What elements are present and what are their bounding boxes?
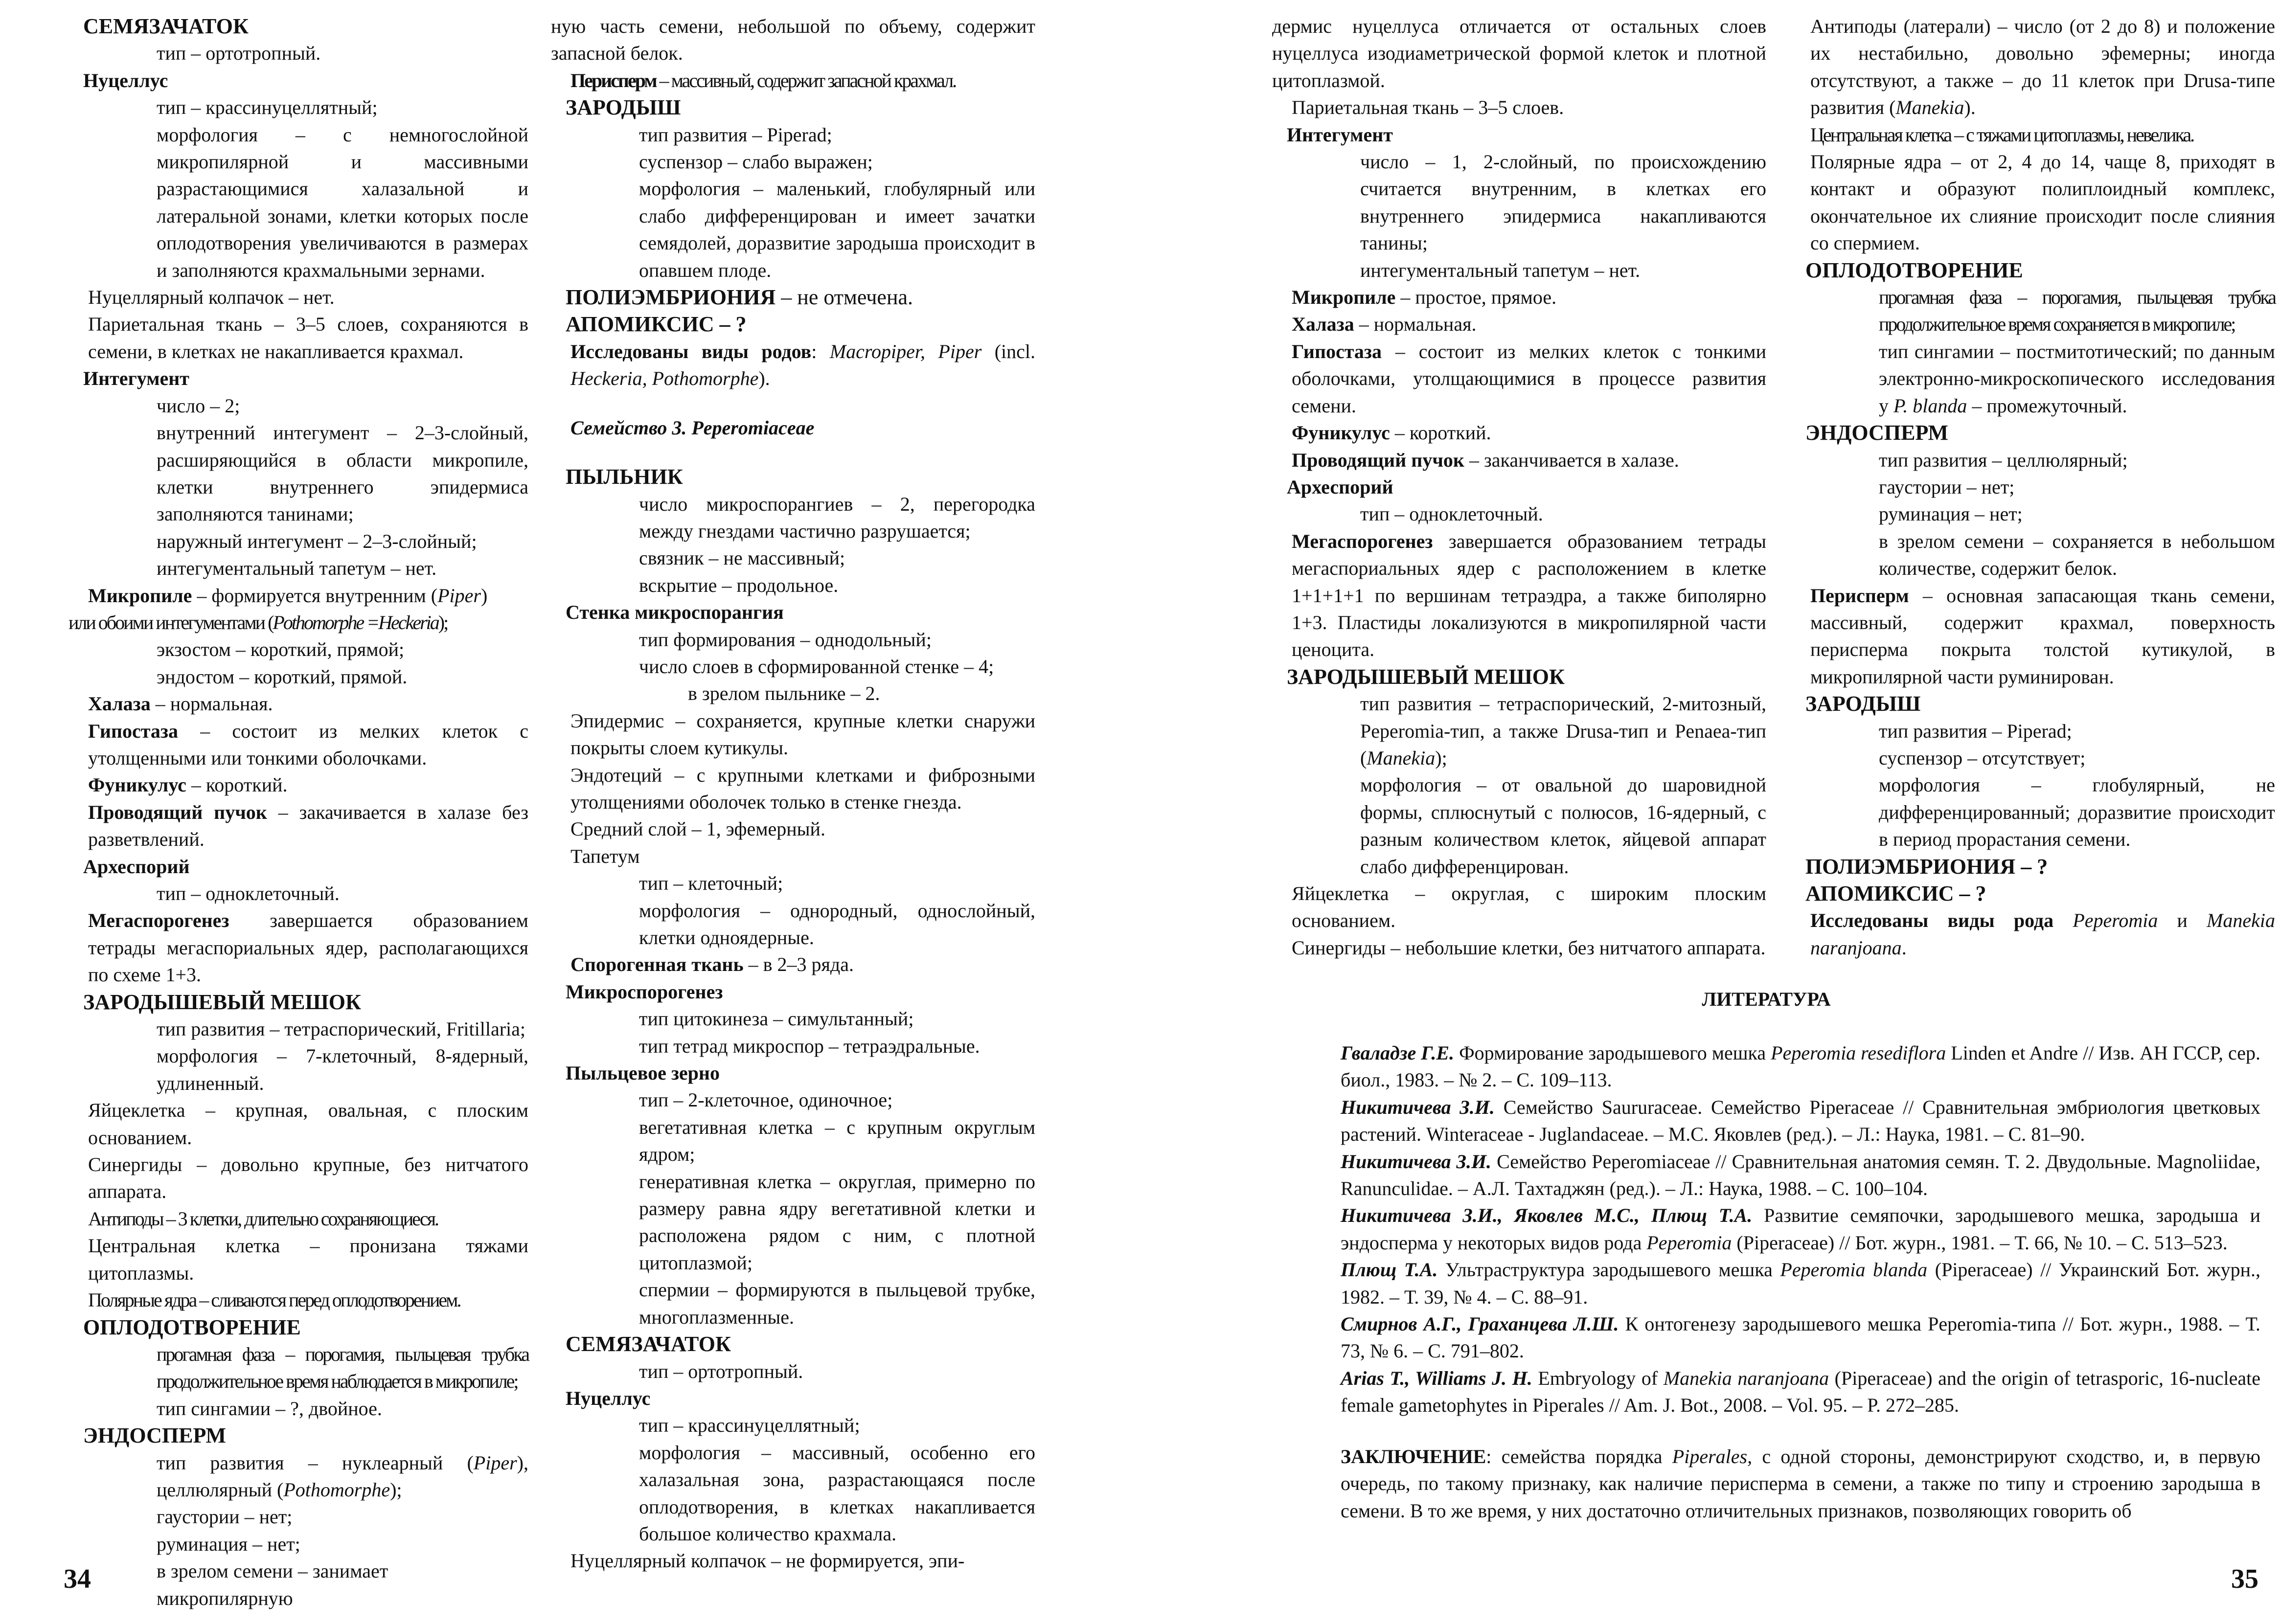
paragraph: внутренний интегумент – 2–3-слойный, расширяющийся в области микропиле, клетки внутреннего эпидермиса заполняются танинами; [157,422,528,525]
heading-ovule: СЕМЯЗАЧАТОК [566,1332,731,1356]
vascular-bundle-paragraph: Проводящий пучок – закачивается в халазе без разветвлений. [88,801,528,851]
heading-ovule: СЕМЯЗАЧАТОК [83,14,249,38]
text-line: тип – одноклеточный. [1360,503,1543,525]
paragraph: число микроспорангиев – 2, перегородка между гнездами частично разрушается; [639,493,1035,542]
paragraph: Синергиды – довольно крупные, без нитчатого аппарата. [88,1153,528,1203]
text-line: число слоев в сформированной стенке – 4; [639,655,994,677]
text-line: связник – не массивный; [639,547,845,569]
page34-column2 [551,13,1035,1572]
embryo-sac-type-paragraph: тип развития – тетраспорический, 2-митозный, Peperomia-тип, а также Drusa-тип и Penaea-тип (Manekia); [1360,693,1766,769]
text-line: число – 2; [157,394,240,417]
micropyle-line-2: или обоими интегументами (Pothomorphe =Heckeria); [68,611,448,633]
paragraph: дермис нуцеллуса отличается от остальных слоев нуцеллуса изодиаметрической формой клеток и плотной цитоплазмой. [1272,15,1766,91]
text-line: гаустории – нет; [157,1506,293,1528]
page-number-right: 35 [2231,1564,2258,1594]
micropyle-line: Микропиле – простое, прямое. [1292,286,1557,309]
text-line: тип развития – Piperad; [1879,720,2072,742]
paragraph: ную часть семени, небольшой по объему, содержит запасной белок. [551,15,1035,65]
text-line: наружный интегумент – 2–3-слойный; [157,530,477,552]
paragraph: Центральная клетка – пронизана тяжами цитоплазмы. [88,1235,528,1284]
spacer [551,441,1035,463]
text-line: Средний слой – 1, эфемерный. [570,818,825,840]
reference-item: Никитичева З.И. Семейство Peperomiaceae // Сравнительная анатомия семян. Т. 2. Двудольные. Magnoliidae, Ranunculidae. – А.Л. Тахтаджян (ред.). – Л.: Наука, 1988. – С. 100–104. [1341,1150,2260,1200]
paragraph: морфология – с немногослойной микропилярной и массивными разрастающимися халазальной и латеральной зонами, клетки которых после оплодотворения увеличиваются в размерах и заполняются крахмальными зернами. [157,123,528,281]
subheading-microsporogenesis: Микроспорогенез [566,980,723,1003]
heading-embryo: ЗАРОДЫШ [1805,692,1921,716]
perisperm-line: Перисперм – массивный, содержит запасной крахмал. [570,69,956,91]
text-line: интегументальный тапетум – нет. [1360,259,1641,281]
syngamy-paragraph: тип сингамии – постмитотический; по данным электронно-микроскопического исследования у P. blanda – промежуточный. [1879,340,2275,417]
sporogenous-tissue-line: Спорогенная ткань – в 2–3 ряда. [570,953,854,976]
polyembryony-line: ПОЛИЭМБРИОНИЯ – ? [1805,854,2048,879]
paragraph: Нуцеллярный колпачок – нет. [88,286,335,309]
subheading-microsporangium-wall: Стенка микроспорангия [566,601,784,624]
text-line: эндостом – короткий, прямой. [157,665,408,688]
text-line: Париетальная ткань – 3–5 слоев. [1292,96,1564,119]
text-line: тип – клеточный; [639,872,783,895]
family-heading: Семейство 3. Peperomiaceae [570,416,815,439]
heading-embryo-sac: ЗАРОДЫШЕВЫЙ МЕШОК [83,990,361,1014]
paragraph: морфология – от овальной до шаровидной формы, сплюснутый с полюсов, 16-ядерный, с разным количеством клеток, яйцевой аппарат слабо дифференцирован. [1360,774,1766,878]
text-line: интегументальный тапетум – нет. [157,557,437,580]
text-line: экзостом – короткий, прямой; [157,638,405,661]
paragraph: спермии – формируются в пыльцевой трубке, многоплазменные. [639,1279,1035,1328]
paragraph: Полярные ядра – сливаются перед оплодотворением. [88,1289,460,1311]
paragraph: вегетативная клетка – с крупным округлым ядром; [639,1116,1035,1166]
paragraph: в зрелом семени – сохраняется в небольшом количестве, содержит белок. [1879,530,2275,580]
text-line: тип цитокинеза – симультанный; [639,1008,914,1030]
text-line: тип – ортотропный. [639,1360,803,1382]
paragraph: прогамная фаза – порогамия, пыльцевая трубка продолжительное время сохраняется в микропиле; [1879,286,2275,336]
text-line: тип развития – целлюлярный; [1879,449,2128,471]
reference-item: Плющ Т.А. Ультраструктура зародышевого мешка Peperomia blanda (Piperaceae) // Украинский Бот. журн., 1982. – Т. 39, № 4. – С. 88–91. [1341,1259,2260,1308]
polyembryony-line: ПОЛИЭМБРИОНИЯ – не отмечена. [566,285,913,310]
text-line: тип – одноклеточный. [157,882,340,904]
heading-fertilization: ОПЛОДОТВОРЕНИЕ [83,1315,301,1339]
text-line: в зрелом пыльнике – 2. [688,682,880,705]
subheading-nucellus: Нуцеллус [83,69,168,91]
literature-heading: ЛИТЕРАТУРА [1702,988,1831,1010]
subheading-pollen-grain: Пыльцевое зерно [566,1062,720,1084]
subheading-integument: Интегумент [1287,123,1393,146]
spacer [551,392,1035,414]
heading-endosperm: ЭНДОСПЕРМ [1805,421,1949,445]
subheading-archespore: Археспорий [1287,475,1393,498]
paragraph: Яйцеклетка – округлая, с широким плоским основанием. [1292,882,1766,932]
perisperm-paragraph: Перисперм – основная запасающая ткань семени, массивный, содержит крахмал, поверхность перисперма покрыта толстой кутикулой, в микропилярной части руминирован. [1810,584,2275,688]
heading-embryo-sac: ЗАРОДЫШЕВЫЙ МЕШОК [1287,664,1565,689]
paragraph: Яйцеклетка – крупная, овальная, с плоским основанием. [88,1099,528,1149]
text-line: тип тетрад микроспор – тетраэдральные. [639,1035,980,1057]
megasporogenesis-paragraph: Мегаспорогенез завершается образованием тетрады мегаспориальных ядер, располагающихся по схеме 1+3. [88,909,528,986]
apomixis-line: АПОМИКСИС – ? [1805,881,1986,905]
heading-embryo: ЗАРОДЫШ [566,95,681,120]
subheading-nucellus: Нуцеллус [566,1387,651,1409]
reference-item: Смирнов А.Г., Граханцева Л.Ш. К онтогенезу зародышевого мешка Peperomia-типа // Бот. журн., 1988. – Т. 73, № 6. – С. 791–802. [1341,1313,2260,1362]
reference-item: Гвaладзе Г.Е. Формирование зародышевого мешка Peperomia resediflora Linden et Andre // Изв. АН ГССР, сер. биол., 1983. – № 2. – С. 109–113. [1341,1042,2260,1091]
page35-column1 [1272,13,1766,962]
text-line: суспензор – отсутствует; [1879,746,2086,769]
paragraph: Эпидермис – сохраняется, крупные клетки снаружи покрыты слоем кутикулы. [570,709,1035,759]
page-number-left: 34 [64,1564,91,1594]
paragraph: Нуцеллярный колпачок – не формируется, эпи- [570,1550,965,1572]
heading-endosperm: ЭНДОСПЕРМ [83,1423,227,1448]
vascular-bundle-line: Проводящий пучок – заканчивается в халазе. [1292,449,1679,471]
chalaza-line: Халаза – нормальная. [88,693,273,715]
reference-item: Никитичева З.И., Яковлев М.С., Плющ Т.А. Развитие семяпочки, зародышевого мешка, зародыша и эндосперма у некоторых видов рода Peperomia (Piperaceae) // Бот. журн., 1981. – Т. 66, № 10. – С. 513–523. [1341,1204,2260,1254]
text-line: тип – крассинуцеллятный; [639,1414,860,1437]
text-line: тип развития – Piperad; [639,123,832,146]
text-line: тип – ортотропный. [157,42,321,65]
studied-genera-paragraph: Исследованы виды рода Peperomia и Manekia naranjoana. [1810,909,2276,959]
hypostase-paragraph: Гипостаза – состоит из мелких клеток с утолщенными или тонкими оболочками. [88,720,528,769]
micropyle-line: Микропиле – формируется внутренним (Piper) [88,584,488,607]
paragraph: морфология – глобулярный, не дифференцированный; доразвитие происходит в период прорастания семени. [1879,774,2275,851]
heading-fertilization: ОПЛОДОТВОРЕНИЕ [1805,258,2023,282]
endosperm-type-paragraph: тип развития – нуклеарный (Piper), целлюлярный (Pothomorphe); [157,1451,528,1501]
paragraph: морфология – 7-клеточный, 8-ядерный, удлиненный. [157,1045,528,1094]
paragraph: Полярные ядра – от 2, 4 до 14, чаще 8, приходят в контакт и образуют полиплоидный комплекс, окончательное их слияние происходит после слияния со спермием. [1810,151,2275,254]
text-line: в зрелом семени – занимает микропилярную [157,1560,388,1609]
text-line: тип сингамии – ?, двойное. [157,1397,382,1420]
paragraph: генеративная клетка – округлая, примерно по размеру равна ядру вегетативной клетки и расположена рядом с ним, с плотной цитоплазмой; [639,1170,1035,1274]
reference-item: Никитичева З.И. Семейство Saururaceae. Семейство Piperaceae // Сравнительная эмбриология цветковых растений. Winteraceae - Juglandaceae. – М.С. Яковлев (ред.). – Л.: Наука, 1981. – С. 81–90. [1341,1096,2260,1146]
text-line: тип – 2-клеточное, одиночное; [639,1089,893,1111]
paragraph: Эндотеций – с крупными клетками и фиброзными утолщениями оболочек только в стенке гнезда. [570,764,1035,813]
text-line: тип формирования – однодольный; [639,628,932,651]
antipodes-paragraph: Антиподы (латерали) – число (от 2 до 8) и положение их нестабильно, довольно эфемерны; иногда отсутствуют, а также – до 11 клеток при Drusa-типе развития (Manekia). [1810,15,2275,119]
text-line: Тапетум [570,845,640,867]
paragraph: Париетальная ткань – 3–5 слоев, сохраняются в семени, в клетках не накапливается крахмал. [88,313,528,362]
page35-column2 [1791,13,2275,962]
funiculus-line: Фуникулус – короткий. [88,774,288,796]
text-line: суспензор – слабо выражен; [639,151,873,173]
hypostase-paragraph: Гипостаза – состоит из мелких клеток с тонкими оболочками, утолщающимися в процессе развития семени. [1292,340,1766,417]
text-line: Центральная клетка – с тяжами цитоплазмы, невелика. [1810,123,2194,146]
text-line: руминация – нет; [157,1533,300,1555]
paragraph: Антиподы – 3 клетки, длительно сохраняющиеся. [88,1207,438,1230]
text-line: вскрытие – продольное. [639,574,839,596]
subheading-integument: Интегумент [83,367,189,390]
conclusion-block [1272,1443,2260,1524]
apomixis-line: АПОМИКСИС – ? [566,312,747,337]
text-line: тип – крассинуцеллятный; [157,96,378,119]
text-line: тип развития – тетраспорический, Fritillaria; [157,1018,526,1040]
paragraph: Синергиды – небольшие клетки, без нитчатого аппарата. [1292,936,1766,959]
megasporogenesis-paragraph: Мегаспорогенез завершается образованием тетрады мегаспориальных ядер с расположением в клетке 1+1+1+1 по вершинам тетраэдра, а также биполярно 1+3. Пластиды локализуются в микропилярной части ценоцита. [1292,530,1766,661]
paragraph: число – 1, 2-слойный, по происхождению считается внутренним, в клетках его внутреннего эпидермиса накапливаются танины; [1360,151,1766,254]
subheading-archespore: Археспорий [83,855,190,878]
paragraph: морфология – маленький, глобулярный или слабо дифференцирован и имеет зачатки семядолей, доразвитие зародыша происходит в опавшем плоде. [639,178,1035,281]
paragraph: прогамная фаза – порогамия, пыльцевая трубка продолжительное время наблюдается в микропиле; [157,1343,528,1393]
text-line: руминация – нет; [1879,503,2023,525]
chalaza-line: Халаза – нормальная. [1292,313,1477,336]
heading-anther: ПЫЛЬНИК [566,465,683,489]
reference-list [1272,1039,2260,1419]
paragraph: морфология – однородный, однослойный, клетки одноядерные. [639,899,1035,948]
funiculus-line: Фуникулус – короткий. [1292,422,1491,444]
conclusion-paragraph: ЗАКЛЮЧЕНИЕ: семейства порядка Piperales, с одной стороны, демонстрируют сходство, и, в первую очередь, по такому признаку, как наличие перисперма в семени, а также по типу и строению зародыша в семени. В то же время, у них достаточно отличительных признаков, позволяющих говорить об [1341,1445,2261,1522]
reference-item: Arias T., Williams J. H. Embryology of Manekia naranjoana (Piperaceae) and the origin of tetrasporic, 16-nucleate female gametophytes in Piperales // Am. J. Bot., 2008. – Vol. 95. – P. 272–285. [1341,1367,2261,1417]
studied-genera-paragraph: Исследованы виды родов: Macropiper, Piper (incl. Heckeria, Pothomorphe). [570,340,1035,390]
text-line: гаустории – нет; [1879,475,2015,498]
paragraph: морфология – массивный, особенно его халазальная зона, разрастающаяся после оплодотворения, в клетках накапливается большое количество крахмала. [639,1441,1035,1545]
